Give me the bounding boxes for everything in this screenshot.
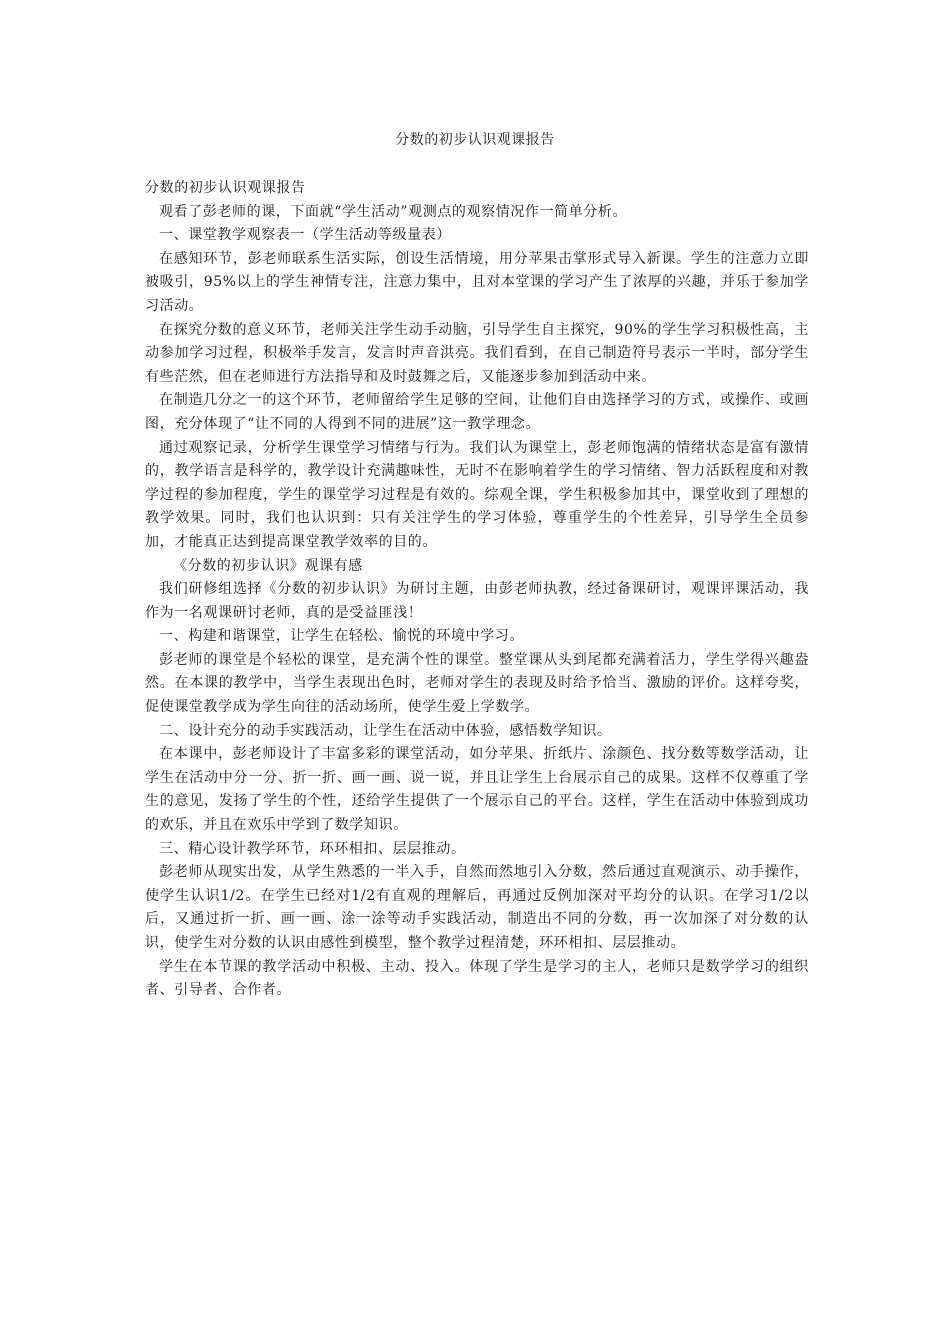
section-heading: 一、构建和谐课堂，让学生在轻松、愉悦的环境中学习。 — [159, 628, 524, 645]
paragraph: 在本课中，彭老师设计了丰富多彩的课堂活动，如分苹果、折纸片、涂颜色、找分数等数学活动，让学生在活动中分一分、折一折、画一画、说一说，并且让学生上台展示自己的成果。这样不仅尊重了学生的意见，发扬了学生的个性，还给学生提供了一个展示自己的平台。这样，学生在活动中体验到成功的欢乐，并且在欢乐中学到了数学知识。 — [145, 746, 809, 834]
document-title: 分数的初步认识观课报告 — [395, 132, 555, 148]
paragraph: 观看了彭老师的课，下面就“学生活动”观测点的观察情况作一简单分析。 — [159, 203, 628, 220]
section-heading: 二、设计充分的动手实践活动，让学生在活动中体验，感悟数学知识。 — [159, 722, 612, 739]
paragraph: 我们研修组选择《分数的初步认识》为研讨主题，由彭老师执教，经过备课研讨，观课评课活动，我作为一名观课研讨老师，真的是受益匪浅！ — [145, 581, 809, 621]
section-heading: 一、课堂教学观察表一（学生活动等级量表） — [159, 227, 451, 244]
paragraph: 在制造几分之一的这个环节，老师留给学生足够的空间，让他们自由选择学习的方式，或操作、或画图，充分体现了“让不同的人得到不同的进展”这一教学理念。 — [145, 392, 809, 432]
paragraph: 在感知环节，彭老师联系生活实际，创设生活情境，用分苹果击掌形式导入新课。学生的注意力立即被吸引，95%以上的学生神情专注，注意力集中，且对本堂课的学习产生了浓厚的兴趣，并乐于参加学习活动。 — [145, 250, 809, 314]
document-body — [145, 177, 809, 1003]
paragraph: 通过观察记录，分析学生课堂学习情绪与行为。我们认为课堂上，彭老师饱满的情绪状态是富有激情的，教学语言是科学的，教学设计充满趣味性，无时不在影响着学生的学习情绪、智力活跃程度和对教学过程的参加程度，学生的课堂学习过程是有效的。综观全课，学生积极参加其中，课堂收到了理想的教学效果。同时，我们也认识到：只有关注学生的学习体验，尊重学生的个性差异，引导学生全员参加，才能真正达到提高课堂教学效率的目的。 — [145, 439, 809, 550]
paragraph: 在探究分数的意义环节，老师关注学生动手动脑，引导学生自主探究，90%的学生学习积极性高，主动参加学习过程，积极举手发言，发言时声音洪亮。我们看到，在自己制造符号表示一半时，部分学生有些茫然，但在老师进行方法指导和及时鼓舞之后，又能逐步参加到活动中来。 — [145, 321, 809, 385]
paragraph: 彭老师从现实出发，从学生熟悉的一半入手，自然而然地引入分数，然后通过直观演示、动手操作，使学生认识1/2。在学生已经对1/2有直观的理解后，再通过反例加深对平均分的认识。在学习1/2以后，又通过折一折、画一画、涂一涂等动手实践活动，制造出不同的分数，再一次加深了对分数的认识，使学生对分数的认识由感性到模型，整个教学过程清楚，环环相扣、层层推动。 — [145, 864, 809, 951]
body-heading: 分数的初步认识观课报告 — [145, 180, 306, 196]
subtitle: 《分数的初步认识》观课有感 — [173, 557, 363, 574]
paragraph: 彭老师的课堂是个轻松的课堂，是充满个性的课堂。整堂课从头到尾都充满着活力，学生学得兴趣盎然。在本课的教学中，当学生表现出色时，老师对学生的表现及时给予恰当、激励的评价。这样夸奖，促使课堂教学成为学生向往的活动场所，使学生爱上学数学。 — [145, 651, 809, 716]
paragraph: 学生在本节课的教学活动中积极、主动、投入。体现了学生是学习的主人，老师只是数学学习的组织者、引导者、合作者。 — [145, 958, 809, 999]
section-heading: 三、精心设计教学环节，环环相扣、层层推动。 — [159, 840, 466, 857]
